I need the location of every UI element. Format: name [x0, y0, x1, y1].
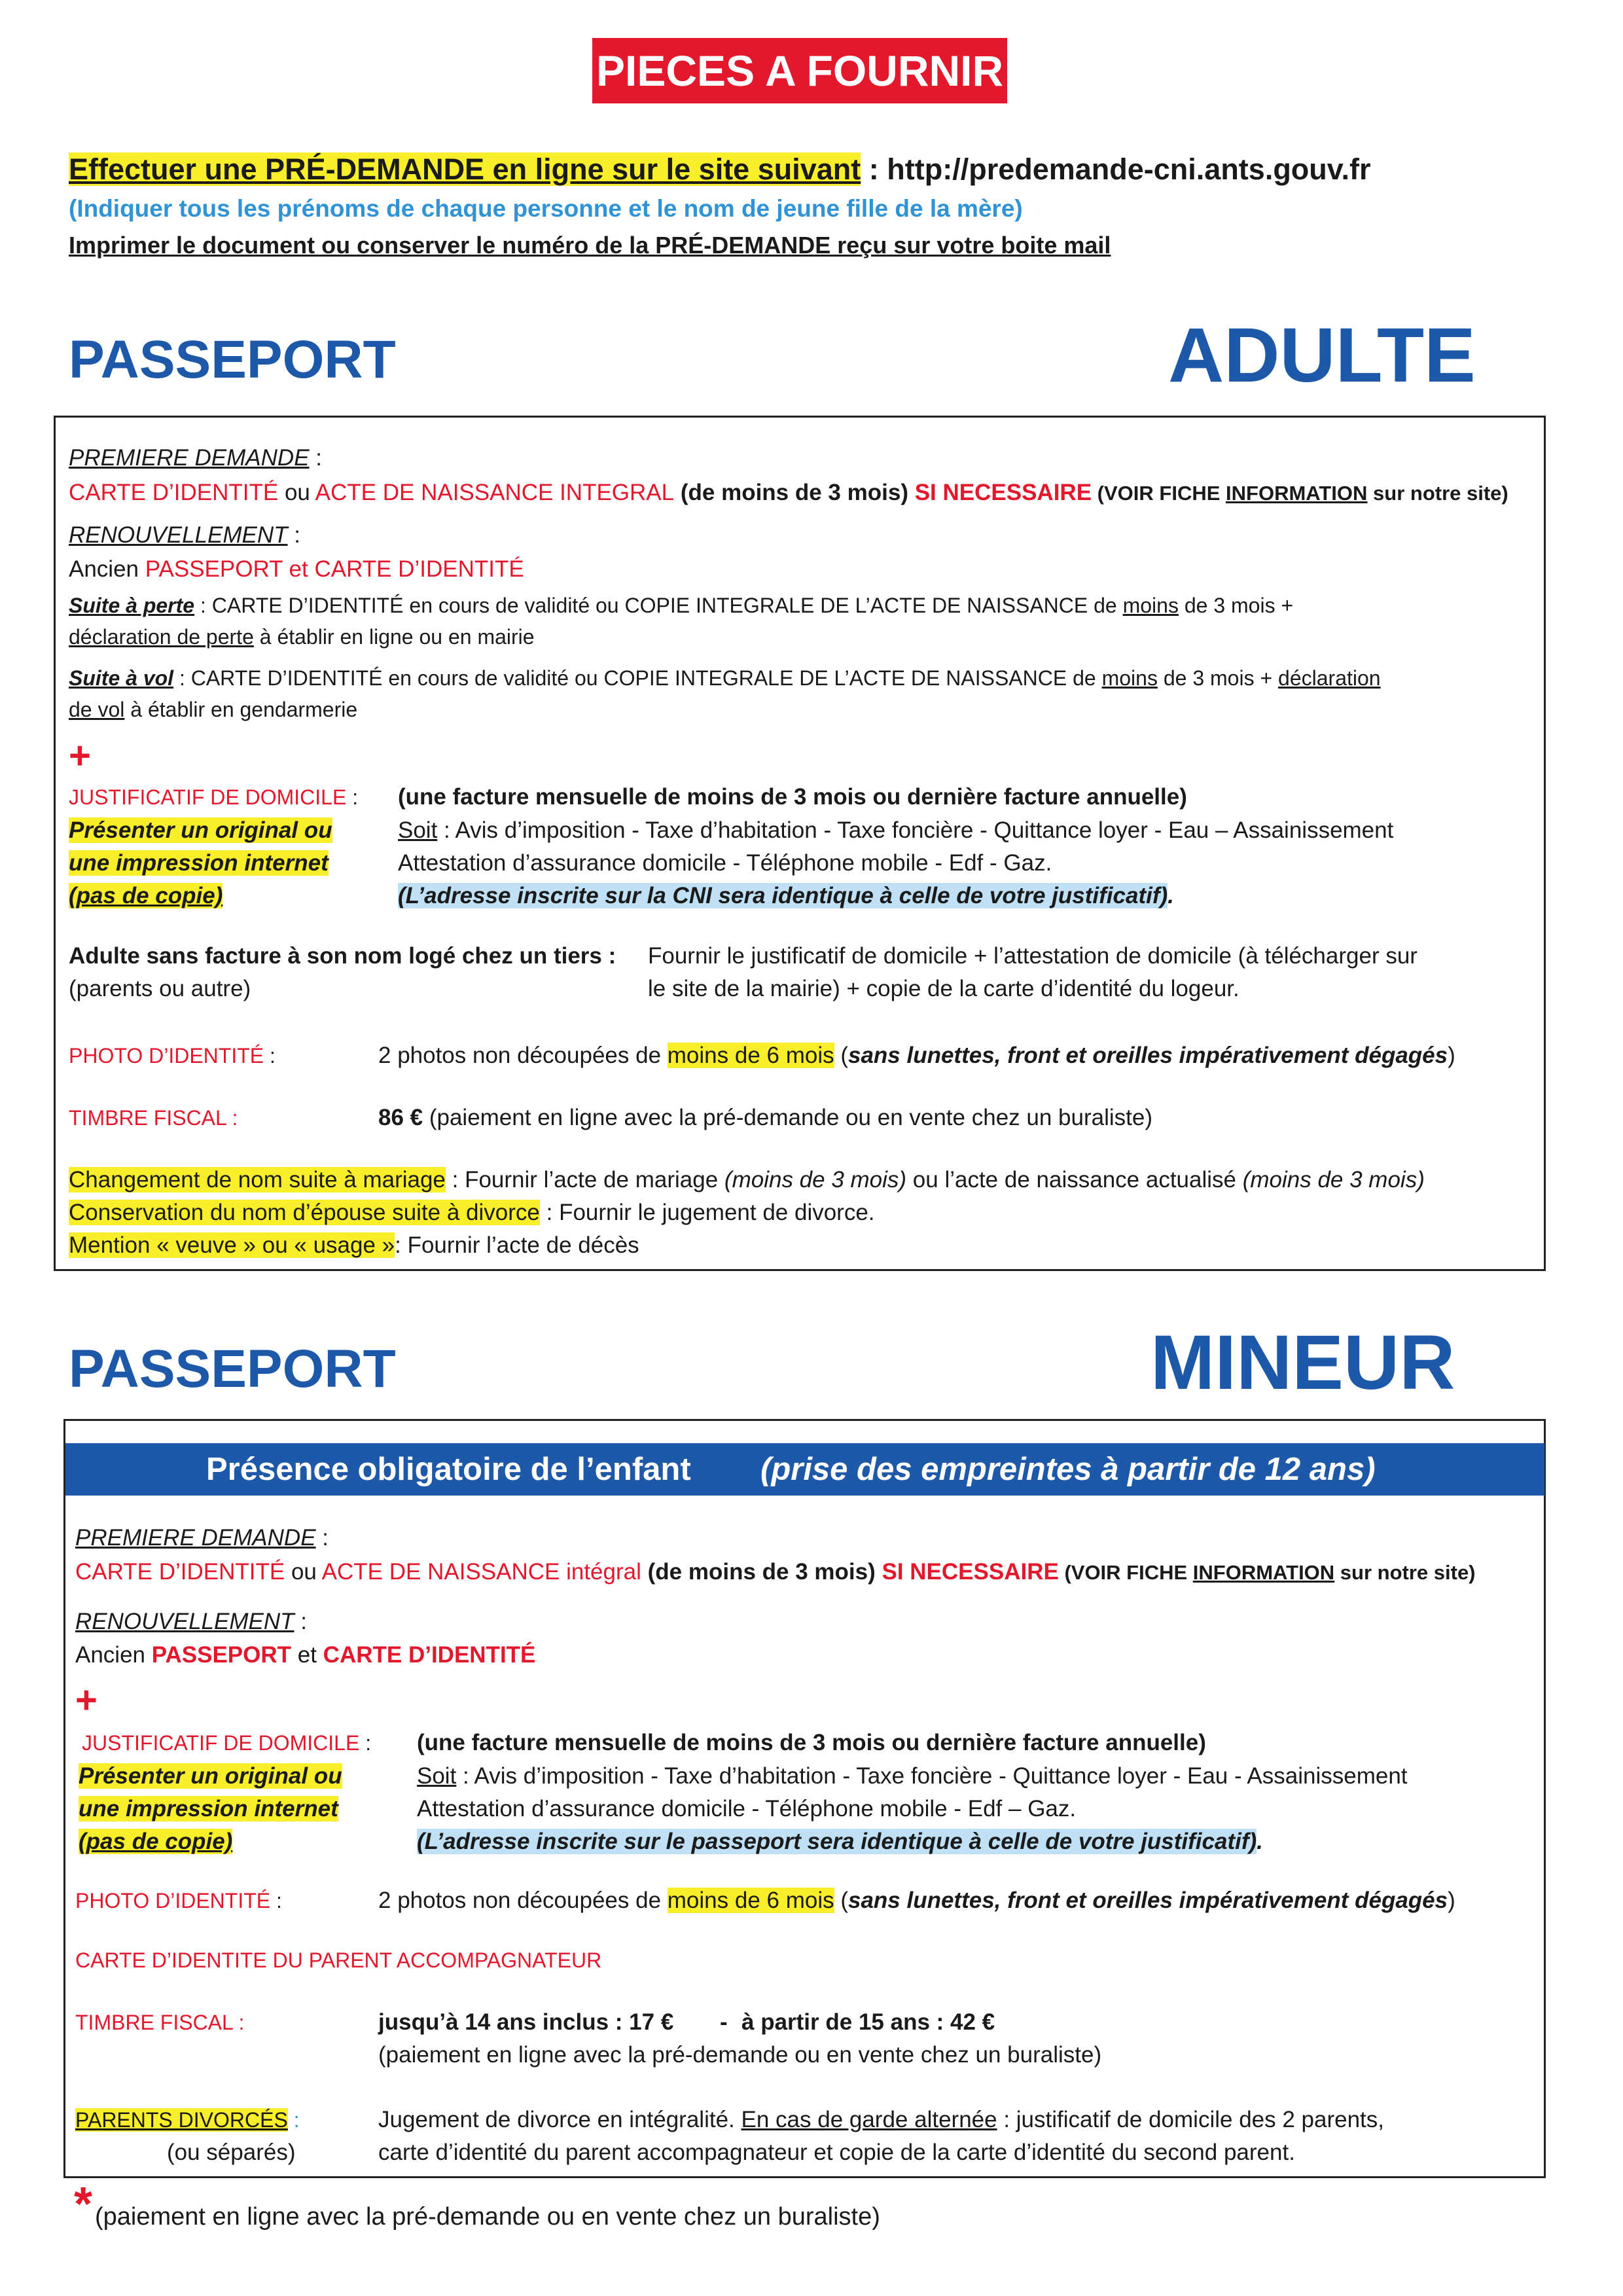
- adult-no-bill-instructions: Fournir le justificatif de domicile + l’attestation de domicile (à télécharger sur le site de la mairie) + copie de la carte d’identité du logeur.: [648, 943, 1418, 1001]
- adult-plus-sign: +: [69, 734, 91, 777]
- minor-original-note: Présenter un original ou une impression internet (pas de copie): [79, 1763, 342, 1854]
- adult-marriage: Changement de nom suite à mariage : Fournir l’acte de mariage (moins de 3 mois) ou l’acte de naissance actualisé (moins de 3 mois): [69, 1167, 1425, 1193]
- minor-soit-list: Soit : Avis d’imposition - Taxe d’habitation - Taxe foncière - Quittance loyer - Eau - Assainissement: [417, 1763, 1408, 1789]
- adult-photo-label: PHOTO D’IDENTITÉ :: [69, 1044, 276, 1067]
- pre-demand-url[interactable]: http://predemande-cni.ants.gouv.fr: [887, 152, 1371, 186]
- minor-plus-sign: +: [75, 1679, 98, 1721]
- adult-timbre-detail: 86 € (paiement en ligne avec la pré-demande ou en vente chez un buraliste): [378, 1105, 1152, 1130]
- minor-separated: (ou séparés): [167, 2140, 296, 2165]
- adult-domicile-detail: (une facture mensuelle de moins de 3 mois ou dernière facture annuelle): [398, 784, 1187, 810]
- minor-photo-label: PHOTO D’IDENTITÉ :: [75, 1889, 282, 1912]
- minor-presence-banner: Présence obligatoire de l’enfant (prise des empreintes à partir de 12 ans): [65, 1443, 1544, 1496]
- minor-divorce-detail: Jugement de divorce en intégralité. En cas de garde alternée : justificatif de domicile des 2 parents,: [378, 2107, 1385, 2132]
- adult-address-note: (L’adresse inscrite sur la CNI sera identique à celle de votre justificatif).: [398, 883, 1174, 908]
- minor-timbre-tier2: à partir de 15 ans : 42 €: [741, 2009, 995, 2035]
- adult-first-request-docs: CARTE D’IDENTITÉ ou ACTE DE NAISSANCE INTEGRAL (de moins de 3 mois) SI NECESSAIRE (VOIR FICHE INFORMATION sur notre site): [69, 480, 1508, 505]
- minor-divorce-detail-cont: carte d’identité du parent accompagnateur et copie de la carte d’identité du second parent.: [378, 2140, 1295, 2165]
- minor-renewal-docs: Ancien PASSEPORT et CARTE D’IDENTITÉ: [75, 1642, 536, 1668]
- minor-category: MINEUR: [1150, 1319, 1455, 1406]
- adult-no-bill: Adulte sans facture à son nom logé chez un tiers : (parents ou autre): [69, 943, 616, 1001]
- adult-timbre-label: TIMBRE FISCAL :: [69, 1106, 238, 1130]
- minor-timbre-detail: (paiement en ligne avec la pré-demande ou en vente chez un buraliste): [378, 2042, 1102, 2068]
- adult-widow: Mention « veuve » ou « usage »: Fournir l’acte de décès: [69, 1232, 639, 1258]
- page-title: PIECES A FOURNIR: [592, 38, 1007, 103]
- adult-original-note: Présenter un original ou une impression internet (pas de copie): [69, 817, 332, 908]
- adult-domicile-label: JUSTIFICATIF DE DOMICILE :: [69, 785, 359, 809]
- minor-heading: PASSEPORT: [69, 1339, 396, 1399]
- minor-photo-detail: 2 photos non découpées de moins de 6 mois (sans lunettes, front et oreilles impérativement dégagés): [378, 1888, 1455, 1913]
- minor-domicile-detail: (une facture mensuelle de moins de 3 mois ou dernière facture annuelle): [417, 1730, 1206, 1755]
- footer-asterisk: *: [74, 2178, 93, 2231]
- adult-renewal-docs: Ancien PASSEPORT et CARTE D’IDENTITÉ: [69, 556, 524, 582]
- information-link[interactable]: INFORMATION: [1226, 482, 1368, 505]
- pre-demand-instruction: Effectuer une PRÉ-DEMANDE en ligne sur le site suivant: [69, 152, 861, 186]
- adult-lost-case: Suite à perte : CARTE D’IDENTITÉ en cours de validité ou COPIE INTEGRALE DE L’ACTE DE NAISSANCE de moins de 3 mois +: [69, 594, 1294, 617]
- adult-heading: PASSEPORT: [69, 330, 396, 389]
- adult-attestation: Attestation d’assurance domicile - Téléphone mobile - Edf - Gaz.: [398, 850, 1052, 876]
- pre-demand-note: (Indiquer tous les prénoms de chaque personne et le nom de jeune fille de la mère): [69, 195, 1023, 222]
- minor-timbre-label: TIMBRE FISCAL :: [75, 2011, 245, 2034]
- minor-first-request: PREMIERE DEMANDE :: [75, 1525, 329, 1551]
- minor-domicile-label: JUSTIFICATIF DE DOMICILE :: [82, 1731, 372, 1755]
- footer-note: (paiement en ligne avec la pré-demande ou en vente chez un buraliste): [95, 2203, 880, 2231]
- adult-lost-case-cont: déclaration de perte à établir en ligne ou en mairie: [69, 625, 535, 649]
- adult-renewal: RENOUVELLEMENT :: [69, 522, 300, 548]
- adult-stolen-case-cont: de vol à établir en gendarmerie: [69, 698, 358, 721]
- minor-renewal: RENOUVELLEMENT :: [75, 1609, 307, 1634]
- minor-attestation: Attestation d’assurance domicile - Téléphone mobile - Edf – Gaz.: [417, 1796, 1077, 1821]
- minor-first-request-docs: CARTE D’IDENTITÉ ou ACTE DE NAISSANCE intégral (de moins de 3 mois) SI NECESSAIRE (VOIR FICHE INFORMATION sur notre site): [75, 1559, 1476, 1585]
- print-note: Imprimer le document ou conserver le numéro de la PRÉ-DEMANDE reçu sur votre boite mail: [69, 232, 1111, 259]
- adult-soit-list: Soit : Avis d’imposition - Taxe d’habitation - Taxe foncière - Quittance loyer - Eau – Assainissement: [398, 817, 1394, 843]
- information-link[interactable]: INFORMATION: [1192, 1561, 1335, 1584]
- adult-stolen-case: Suite à vol : CARTE D’IDENTITÉ en cours de validité ou COPIE INTEGRALE DE L’ACTE DE NAISSANCE de moins de 3 mois + déclaration: [69, 666, 1381, 690]
- adult-divorce: Conservation du nom d’épouse suite à divorce : Fournir le jugement de divorce.: [69, 1200, 875, 1225]
- minor-timbre-tier1: jusqu’à 14 ans inclus : 17 €: [378, 2009, 674, 2035]
- minor-divorce-label: PARENTS DIVORCÉS :: [75, 2108, 300, 2132]
- minor-parent-card: CARTE D’IDENTITE DU PARENT ACCOMPAGNATEUR: [75, 1948, 602, 1972]
- adult-category: ADULTE: [1168, 312, 1476, 399]
- minor-timbre-dash: -: [720, 2009, 728, 2035]
- adult-first-request: PREMIERE DEMANDE :: [69, 445, 323, 471]
- adult-photo-detail: 2 photos non découpées de moins de 6 mois (sans lunettes, front et oreilles impérativement dégagés): [378, 1043, 1455, 1068]
- pre-demand-line: Effectuer une PRÉ-DEMANDE en ligne sur le site suivant : http://predemande-cni.ants.gouv.fr: [69, 152, 1371, 186]
- minor-address-note: (L’adresse inscrite sur le passeport sera identique à celle de votre justificatif).: [417, 1829, 1263, 1854]
